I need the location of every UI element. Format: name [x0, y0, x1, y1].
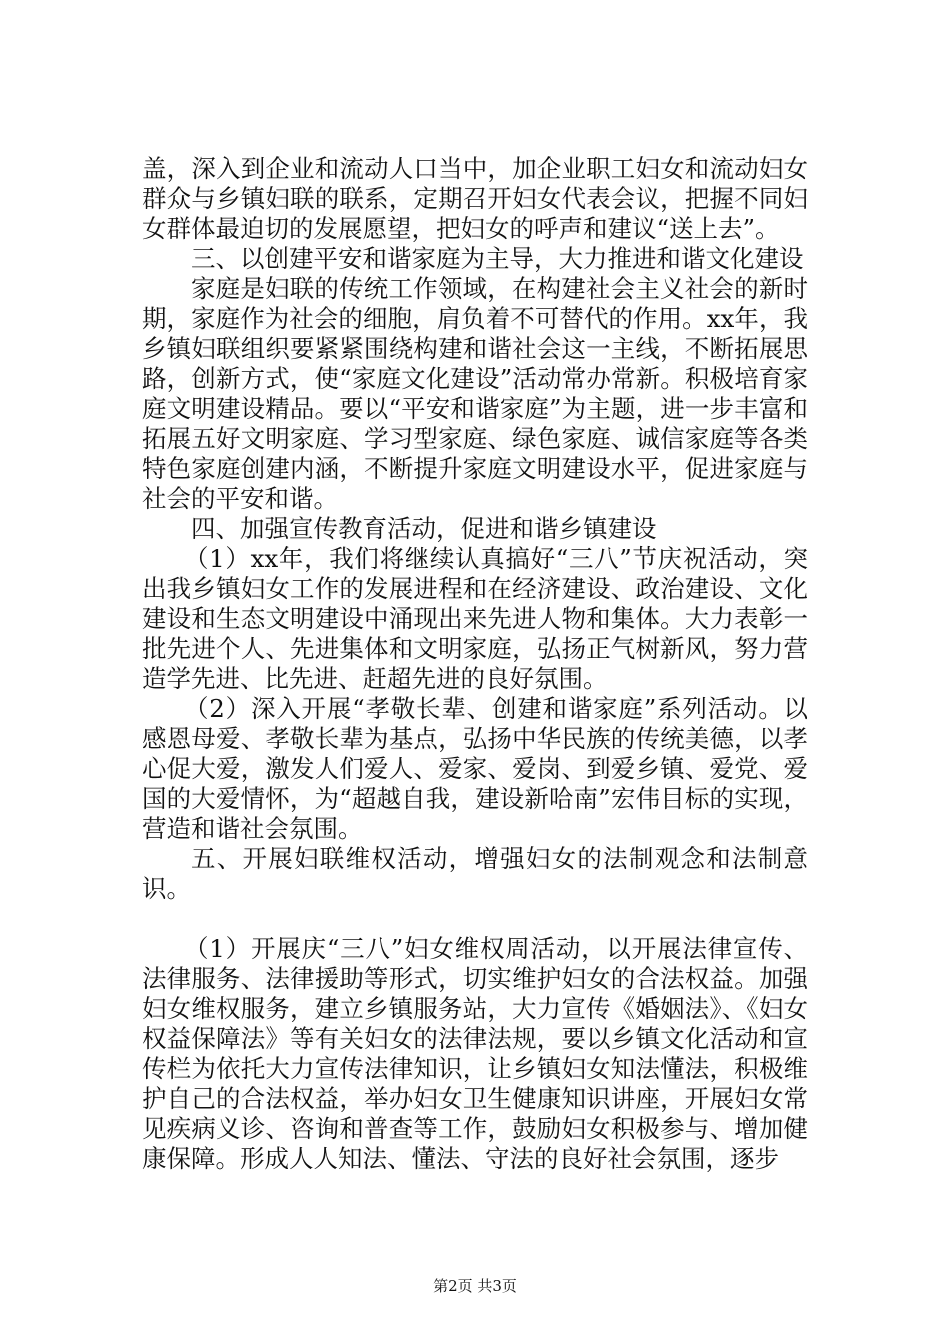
paragraph-family-culture: 家庭是妇联的传统工作领域，在构建社会主义社会的新时期，家庭作为社会的细胞，肩负着不可替代的作用。xx年，我乡镇妇联组织要紧紧围绕构建和谐社会这一主线，不断拓展思路，创新方式，使“家庭文化建设”活动常办常新。积极培育家庭文明建设精品。要以“平安和谐家庭”为主题，进一步丰富和拓展五好文明家庭、学习型家庭、绿色家庭、诚信家庭等各类特色家庭创建内涵，不断提升家庭文明建设水平，促进家庭与社会的平安和谐。 — [142, 274, 808, 513]
paragraph-item-4-2: （2）深入开展“孝敬长辈、创建和谐家庭”系列活动。以感恩母爱、孝敬长辈为基点，弘扬中华民族的传统美德，以孝心促大爱，激发人们爱人、爱家、爱岗、到爱乡镇、爱党、爱国的大爱情怀，为“超越自我，建设新哈南”宏伟目标的实现，营造和谐社会氛围。 — [142, 694, 808, 843]
page-number-footer: 第2页 共3页 — [433, 1277, 517, 1295]
paragraph-item-5-1: （1）开展庆“三八”妇女维权周活动，以开展法律宣传、法律服务、法律援助等形式，切实维护妇女的合法权益。加强妇女维权服务，建立乡镇服务站，大力宣传《婚姻法》、《妇女权益保障法》等有关妇女的法律法规，要以乡镇文化活动和宣传栏为依托大力宣传法律知识，让乡镇妇女知法懂法，积极维护自己的合法权益，举办妇女卫生健康知识讲座，开展妇女常见疾病义诊、咨询和普查等工作，鼓励妇女积极参与、增加健康保障。形成人人知法、懂法、守法的良好社会氛围，逐步 — [142, 934, 808, 1173]
section-heading-5: 五、开展妇联维权活动，增强妇女的法制观念和法制意识。 — [142, 844, 808, 903]
document-body — [142, 154, 808, 1174]
section-heading-3: 三、以创建平安和谐家庭为主导，大力推进和谐文化建设 — [191, 244, 804, 273]
paragraph-continuation: 盖，深入到企业和流动人口当中，加企业职工妇女和流动妇女群众与乡镇妇联的联系，定期召开妇女代表会议，把握不同妇女群体最迫切的发展愿望，把妇女的呼声和建议“送上去”。 — [142, 154, 808, 243]
section-heading-4: 四、加强宣传教育活动，促进和谐乡镇建设 — [191, 514, 657, 543]
paragraph-item-4-1: （1）xx年，我们将继续认真搞好“三八”节庆祝活动，突出我乡镇妇女工作的发展进程和在经济建设、政治建设、文化建设和生态文明建设中涌现出来先进人物和集体。大力表彰一批先进个人、先进集体和文明家庭，弘扬正气树新风，努力营造学先进、比先进、赶超先进的良好氛围。 — [142, 544, 808, 693]
